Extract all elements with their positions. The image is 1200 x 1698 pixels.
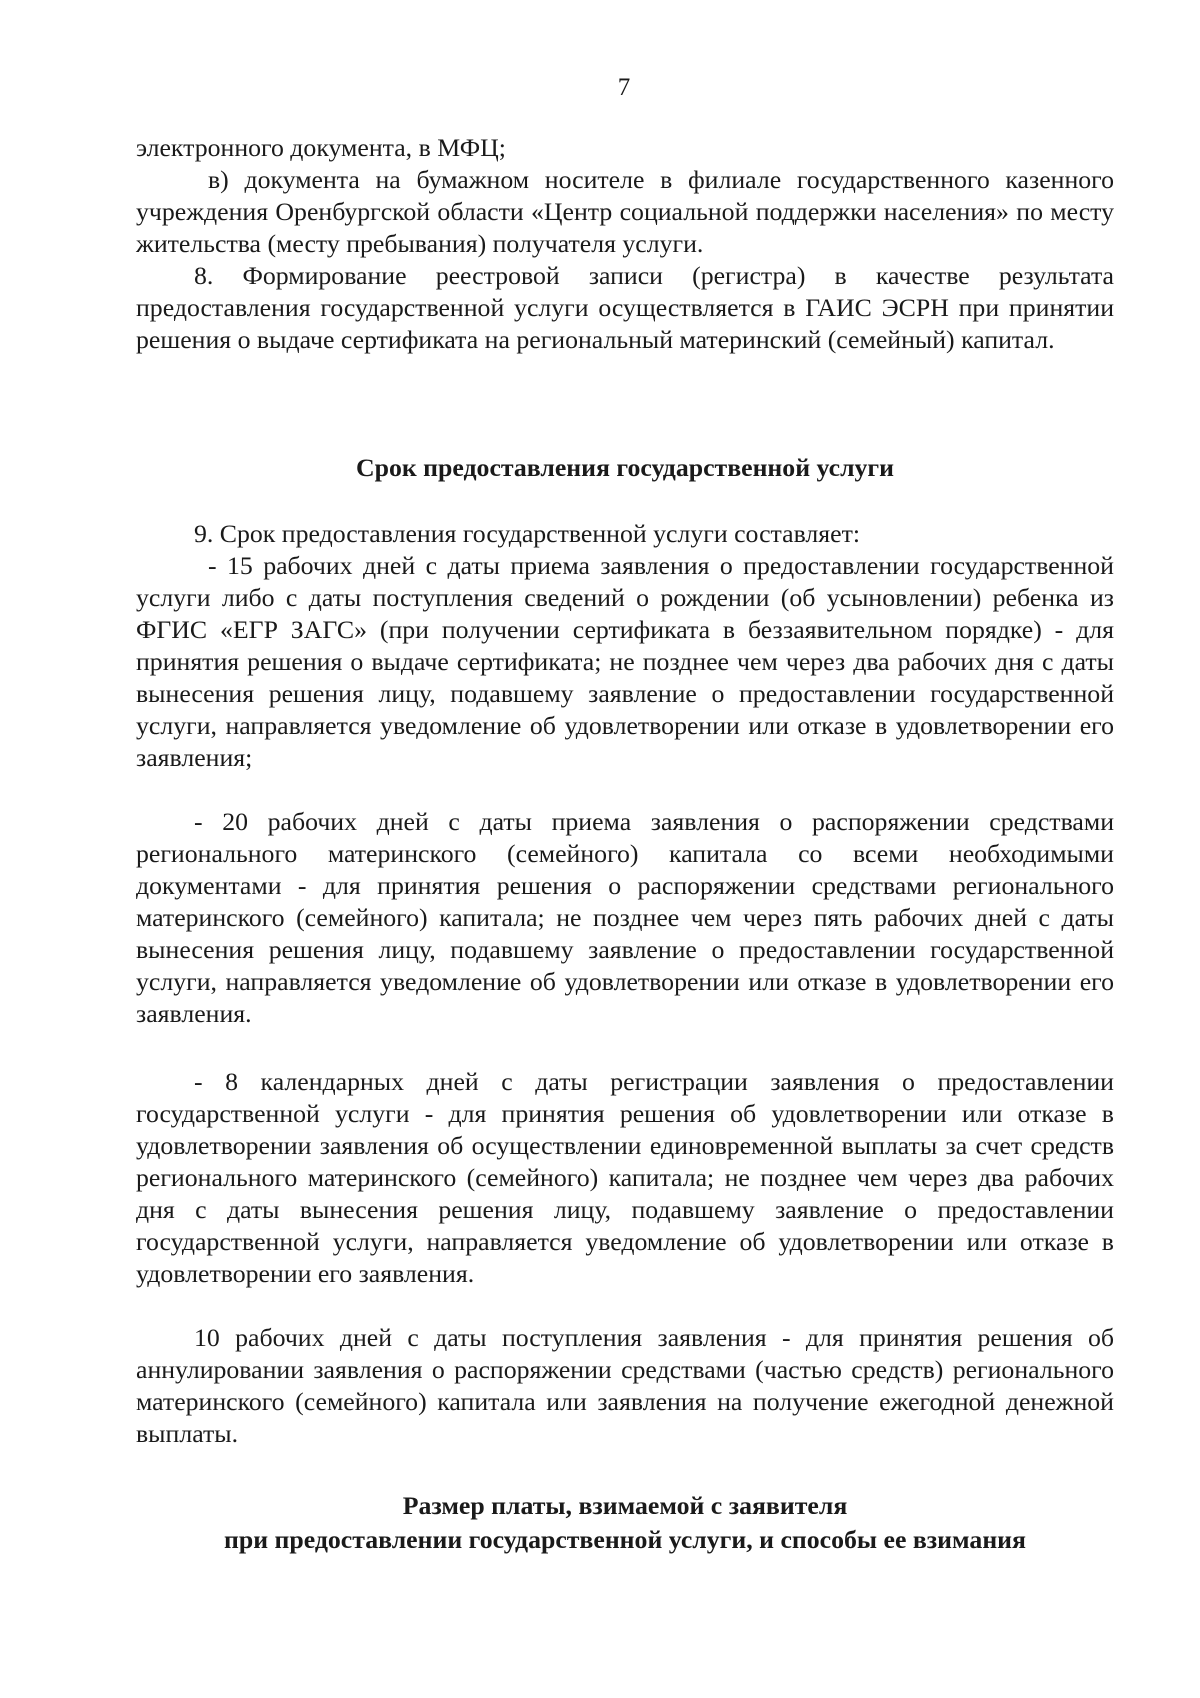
section-heading-term: Срок предоставления государственной услуги [355,453,895,482]
page-number: 7 [617,74,631,101]
paragraph-block-5 [136,1322,1114,1450]
paragraph-block-1 [136,132,1114,356]
paragraph-term-20-days: - 20 рабочих дней с даты приема заявления о распоряжении средствами регионального материнского (семейного) капитала со всеми необходимыми документами - для принятия решения о распоряжении средствами регионального материнского (семейного) капитала; не позднее чем через пять рабочих дней с даты вынесения решения лицу, подавшему заявление о предоставлении государственной услуги, направляется уведомление об удовлетворении или отказе в удовлетворении его заявления. [136,807,1114,1028]
paragraph-block-3 [136,806,1114,1030]
paragraph-term-10-days: 10 рабочих дней с даты поступления заявления - для принятия решения об аннулировании заявления о распоряжении средствами (частью средств) регионального материнского (семейного) капитала или заявления на получение ежегодной денежной выплаты. [136,1323,1114,1448]
section-heading-fee-line2: при предоставлении государственной услуги, и способы ее взимания [223,1525,1027,1554]
paragraph-continuation: электронного документа, в МФЦ; [136,133,506,162]
paragraph-block-2 [136,518,1114,774]
paragraph-item-v: в) документа на бумажном носителе в филиале государственного казенного учреждения Оренбургской области «Центр социальной поддержки населения» по месту жительства (месту пребывания) получателя услуги. [136,165,1114,258]
section-heading-fee-line1: Размер платы, взимаемой с заявителя [402,1491,848,1520]
paragraph-8: 8. Формирование реестровой записи (регистра) в качестве результата предоставления государственной услуги осуществляется в ГАИС ЭСРН при принятии решения о выдаче сертификата на региональный материнский (семейный) капитал. [136,261,1114,354]
paragraph-term-15-days: - 15 рабочих дней с даты приема заявления о предоставлении государственной услуги либо с даты поступления сведений о рождении (об усыновлении) ребенка из ФГИС «ЕГР ЗАГС» (при получении сертификата в беззаявительном порядке) - для принятия решения о выдаче сертификата; не позднее чем через два рабочих дня с даты вынесения решения лицу, подавшему заявление о предоставлении государственной услуги, направляется уведомление об удовлетворении или отказе в удовлетворении его заявления; [136,551,1114,772]
paragraph-9: 9. Срок предоставления государственной услуги составляет: [194,519,861,548]
paragraph-term-8-days: - 8 календарных дней с даты регистрации заявления о предоставлении государственной услуги - для принятия решения об удовлетворении или отказе в удовлетворении заявления об осуществлении единовременной выплаты за счет средств регионального материнского (семейного) капитала; не позднее чем через два рабочих дня с даты вынесения решения лицу, подавшему заявление о предоставлении государственной услуги, направляется уведомление об удовлетворении или отказе в удовлетворении его заявления. [136,1067,1114,1288]
paragraph-block-4 [136,1066,1114,1290]
